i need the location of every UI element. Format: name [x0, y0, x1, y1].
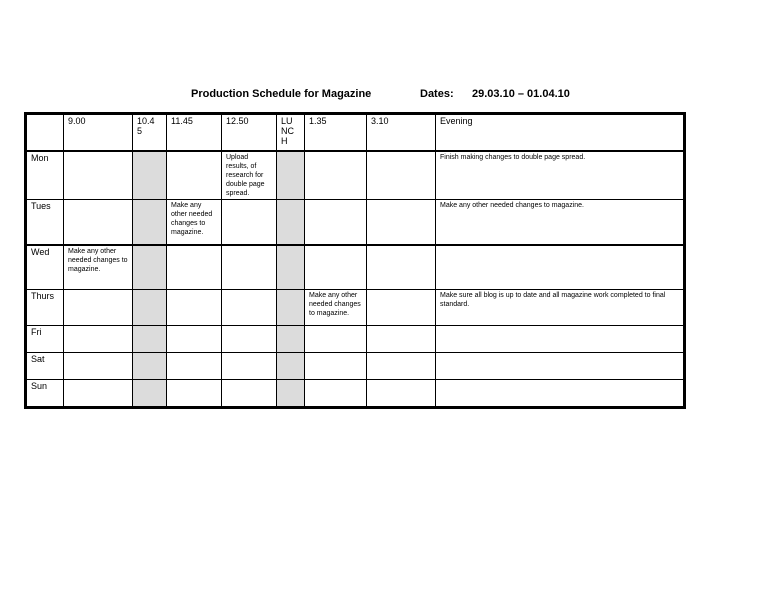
schedule-cell: Make sure all blog is up to date and all magazine work completed to final standard.: [436, 290, 684, 326]
schedule-cell: [367, 380, 436, 407]
schedule-cell: [436, 245, 684, 290]
schedule-cell: [305, 151, 367, 200]
schedule-cell: [167, 245, 222, 290]
schedule-cell: [167, 290, 222, 326]
schedule-cell: [277, 353, 305, 380]
schedule-cell: [367, 245, 436, 290]
day-cell: Tues: [27, 200, 64, 245]
schedule-cell: [167, 326, 222, 353]
schedule-cell: [436, 380, 684, 407]
day-cell: Sat: [27, 353, 64, 380]
table-row: [27, 151, 684, 200]
header-cell-900: 9.00: [64, 115, 133, 152]
dates-value: 29.03.10 – 01.04.10: [472, 88, 570, 100]
schedule-cell: [222, 380, 277, 407]
schedule-cell: Finish making changes to double page spread.: [436, 151, 684, 200]
header-cell-corner: [27, 115, 64, 152]
schedule-cell: [64, 200, 133, 245]
schedule-cell: [167, 151, 222, 200]
header-cell-1250: 12.50: [222, 115, 277, 152]
schedule-cell: Upload results, of research for double page spread.: [222, 151, 277, 200]
schedule-cell: [133, 245, 167, 290]
schedule-cell: [367, 151, 436, 200]
table-row: [27, 326, 684, 353]
title-row: [0, 88, 768, 104]
schedule-cell: [277, 200, 305, 245]
day-cell: Thurs: [27, 290, 64, 326]
schedule-cell: [367, 290, 436, 326]
schedule-cell: [133, 326, 167, 353]
schedule-cell: Make any other needed changes to magazine.: [64, 245, 133, 290]
header-cell-1045: 10.4 5: [133, 115, 167, 152]
schedule-cell: [305, 245, 367, 290]
schedule-cell: [64, 151, 133, 200]
table-row: [27, 245, 684, 290]
schedule-cell: [222, 245, 277, 290]
table-row: [27, 290, 684, 326]
day-cell: Sun: [27, 380, 64, 407]
schedule-cell: [133, 200, 167, 245]
header-cell-310: 3.10: [367, 115, 436, 152]
schedule-cell: Make any other needed changes to magazine.: [305, 290, 367, 326]
schedule-cell: [367, 353, 436, 380]
schedule-cell: [277, 151, 305, 200]
schedule-cell: [367, 200, 436, 245]
schedule-cell: [64, 353, 133, 380]
header-cell-1145: 11.45: [167, 115, 222, 152]
schedule-cell: [277, 380, 305, 407]
schedule-cell: [167, 353, 222, 380]
schedule-cell: [436, 326, 684, 353]
schedule-cell: [167, 380, 222, 407]
schedule-cell: [367, 326, 436, 353]
header-row: [27, 115, 684, 152]
schedule-cell: Make any other needed changes to magazine.: [436, 200, 684, 245]
header-cell-135: 1.35: [305, 115, 367, 152]
day-cell: Mon: [27, 151, 64, 200]
schedule-cell: [305, 380, 367, 407]
header-cell-lunch: LU NC H: [277, 115, 305, 152]
schedule-cell: [64, 290, 133, 326]
schedule-cell: [133, 151, 167, 200]
schedule-cell: Make any other needed changes to magazine.: [167, 200, 222, 245]
schedule-cell: [277, 290, 305, 326]
schedule-cell: [64, 380, 133, 407]
schedule-cell: [305, 326, 367, 353]
schedule-cell: [277, 245, 305, 290]
table-row: [27, 200, 684, 245]
schedule-cell: [305, 353, 367, 380]
schedule-cell: [222, 353, 277, 380]
schedule-cell: [436, 353, 684, 380]
schedule-cell: [222, 326, 277, 353]
schedule-cell: [133, 290, 167, 326]
schedule-cell: [133, 353, 167, 380]
day-cell: Wed: [27, 245, 64, 290]
schedule-cell: [277, 326, 305, 353]
table-row: [27, 353, 684, 380]
table-row: [27, 380, 684, 407]
header-cell-evening: Evening: [436, 115, 684, 152]
schedule-cell: [133, 380, 167, 407]
schedule-cell: [222, 290, 277, 326]
day-cell: Fri: [27, 326, 64, 353]
schedule-cell: [64, 326, 133, 353]
schedule-cell: [222, 200, 277, 245]
dates-label: Dates:: [420, 88, 454, 100]
page-title: Production Schedule for Magazine: [191, 88, 372, 100]
schedule-cell: [305, 200, 367, 245]
schedule-table: [26, 114, 684, 407]
